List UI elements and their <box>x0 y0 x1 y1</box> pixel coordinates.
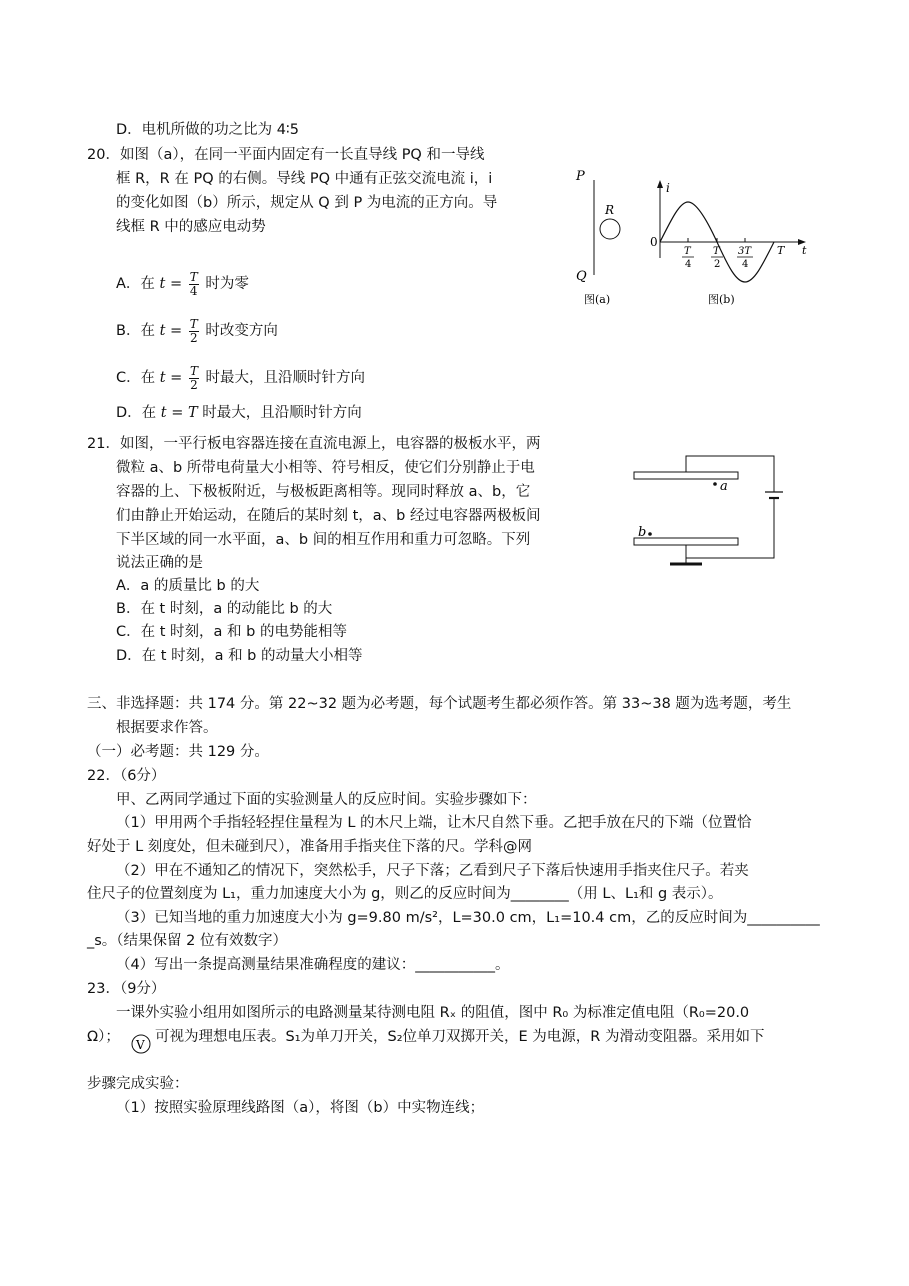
q22-line-6: 住尺子的位置刻度为 L₁，重力加速度大小为 g，则乙的反应时间为________（用 L、L₁和 g 表示）。 <box>87 886 723 902</box>
i-axis-arrow <box>657 180 663 188</box>
q22-line-5: （2）甲在不通知乙的情况下，突然松手，尺子下落；乙看到尺子下落后快速用手指夹住尺子。若夹 <box>116 863 749 879</box>
lower-plate <box>634 538 738 545</box>
tick-3t4-den: 4 <box>742 259 749 270</box>
label-b: b <box>638 525 647 540</box>
q23-line-6: （1）按照实验原理线路图（a），将图（b）中实物连线； <box>116 1100 485 1116</box>
label-p: P <box>576 169 585 184</box>
q19-option-d: D．电机所做的功之比为 4∶5 <box>116 122 299 138</box>
q20-stem-line-4: 线框 R 中的感应电动势 <box>116 219 266 235</box>
q23-line-5: 步骤完成实验： <box>87 1076 189 1092</box>
tick-t4-num: T <box>684 246 691 257</box>
q22-line-4: 好处于 L 刻度处，但未碰到尺），准备用手指夹住下落的尺。学科@网 <box>87 839 533 855</box>
q21-option-b: B．在 t 时刻，a 的动能比 b 的大 <box>116 601 333 617</box>
label-i: i <box>666 181 670 195</box>
tick-t2-den: 2 <box>714 259 721 270</box>
q20-option-b: B．在 t = $\frac{T}{2}$ 时改变方向 <box>116 316 278 345</box>
q22-line-2: 甲、乙两同学通过下面的实验测量人的反应时间。实验步骤如下： <box>116 792 537 808</box>
voltmeter-icon <box>129 1028 155 1058</box>
q21-capacitor-figure <box>628 448 788 573</box>
particle-b <box>648 532 652 536</box>
section3-line-3: （一）必考题：共 129 分。 <box>87 744 269 760</box>
q20-option-c: C．在 t = $\frac{T}{2}$ 时最大，且沿顺时针方向 <box>116 363 366 392</box>
particle-a <box>713 482 717 486</box>
q20-figure <box>568 160 818 310</box>
q21-stem-line-3: 容器的上、下极板附近，与极板距离相等。现同时释放 a、b，它 <box>116 484 531 500</box>
q22-line-7: （3）已知当地的重力加速度大小为 g=9.80 m/s²，L=30.0 cm，L₁=10.4 cm，乙的反应时间为__________ <box>116 910 820 926</box>
q22-heading: 22．（6分） <box>87 768 166 784</box>
q21-stem-line-4: 们由静止开始运动，在随后的某时刻 t，a、b 经过电容器两极板间 <box>116 508 541 524</box>
q23-line-4: 可视为理想电压表。S₁为单刀开关，S₂位单刀双掷开关，E 为电源，R 为滑动变阻器。采用如下 <box>155 1029 765 1045</box>
q22-line-9: （4）写出一条提高测量结果准确程度的建议：___________。 <box>116 957 510 973</box>
q20-option-d: D．在 t = T 时最大，且沿顺时针方向 <box>116 405 362 421</box>
q22-line-3: （1）甲用两个手指轻轻捏住量程为 L 的木尺上端，让木尺自然下垂。乙把手放在尺的下端（位置恰 <box>116 815 752 831</box>
q21-stem-line-6: 说法正确的是 <box>116 555 203 571</box>
q23-heading: 23．（9分） <box>87 981 166 997</box>
label-r: R <box>605 203 615 217</box>
q20-stem-line-3: 的变化如图（b）所示，规定从 Q 到 P 为电流的正方向。导 <box>116 195 498 211</box>
svg-text:V: V <box>136 1038 145 1052</box>
q21-stem-line-5: 下半区域的同一水平面，a、b 间的相互作用和重力可忽略。下列 <box>116 532 531 548</box>
q21-option-a: A．a 的质量比 b 的大 <box>116 578 260 594</box>
q23-line-3: Ω）； <box>87 1029 120 1045</box>
q21-stem-line-2: 微粒 a、b 所带电荷量大小相等、符号相反，使它们分别静止于电 <box>116 460 535 476</box>
section3-line-1: 三、非选择题：共 174 分。第 22~32 题为必考题，每个试题考生都必须作答。第 33~38 题为选考题，考生 <box>87 696 792 712</box>
loop-r <box>600 219 620 239</box>
wire-bottom <box>686 498 774 558</box>
section3-line-2: 根据要求作答。 <box>116 720 218 736</box>
q23-line-2: 一课外实验小组用如图所示的电路测量某待测电阻 Rₓ 的阻值，图中 R₀ 为标准定值电阻（R₀=20.0 <box>116 1005 750 1021</box>
label-zero: 0 <box>650 235 658 249</box>
tick-t4-den: 4 <box>685 259 692 270</box>
label-q: Q <box>576 269 587 284</box>
q22-line-8: _s。（结果保留 2 位有效数字） <box>87 933 287 949</box>
q20-stem-line-1: 20．如图（a），在同一平面内固定有一长直导线 PQ 和一导线 <box>87 147 485 163</box>
label-t: t <box>802 244 807 257</box>
q21-option-d: D．在 t 时刻，a 和 b 的动量大小相等 <box>116 648 363 664</box>
q20-option-a: A．在 t = $\frac{T}{4}$ 时为零 <box>116 269 249 298</box>
tick-3t4-num: 3T <box>738 246 752 257</box>
q21-option-c: C．在 t 时刻，a 和 b 的电势能相等 <box>116 624 347 640</box>
label-T: T <box>777 244 785 257</box>
caption-a: 图(a) <box>584 293 611 306</box>
q20-stem-line-2: 框 R，R 在 PQ 的右侧。导线 PQ 中通有正弦交流电流 i，i <box>116 171 493 187</box>
label-a: a <box>720 479 728 494</box>
caption-b: 图(b) <box>708 293 735 306</box>
tick-t2-num: T <box>713 246 720 257</box>
upper-plate <box>634 472 738 479</box>
q21-stem-line-1: 21．如图，一平行板电容器连接在直流电源上，电容器的极板水平，两 <box>87 436 541 452</box>
